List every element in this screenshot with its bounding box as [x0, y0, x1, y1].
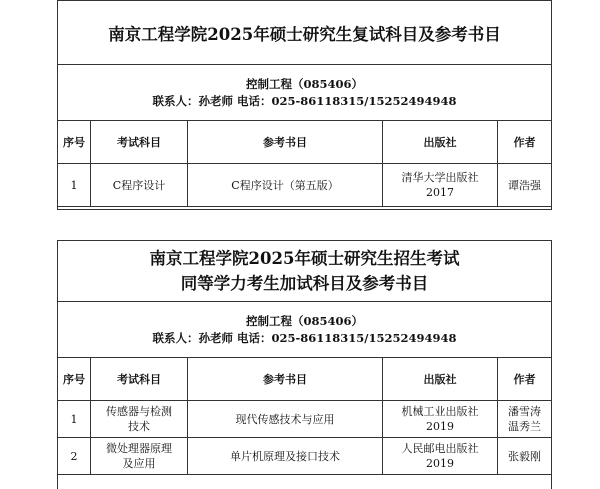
col-header-publisher: 出版社: [383, 121, 498, 164]
col-header-subject: 考试科目: [91, 121, 188, 164]
row-no: 2: [58, 438, 91, 475]
doc2-header-row: [58, 358, 551, 401]
col-header-book: 参考书目: [188, 121, 383, 164]
row-no: 1: [58, 401, 91, 438]
row-subject: C程序设计: [91, 164, 188, 207]
retest-subjects-table: [57, 0, 552, 210]
doc1-program: 控制工程（085406）: [245, 76, 363, 91]
row-book: C程序设计（第五版）: [188, 164, 383, 207]
row-author: 潘雪涛 温秀兰: [498, 401, 552, 438]
col-header-no: 序号: [58, 358, 91, 401]
row-subject: 微处理器原理 及应用: [91, 438, 188, 475]
row-author: 谭浩强: [498, 164, 552, 207]
col-header-publisher: 出版社: [383, 358, 498, 401]
doc2-title: 南京工程学院2025年硕士研究生招生考试 同等学力考生加试科目及参考书目: [58, 241, 551, 302]
equivalent-exam-table: [57, 240, 552, 489]
row-publisher: 人民邮电出版社 2019: [383, 438, 498, 475]
col-header-subject: 考试科目: [91, 358, 188, 401]
doc1-table: [58, 121, 551, 207]
table-row: [58, 438, 551, 475]
row-no: 1: [58, 164, 91, 207]
doc2-contact: 联系人：孙老师 电话：025-86118315/15252494948: [152, 330, 457, 345]
doc2-program: 控制工程（085406）: [245, 313, 363, 328]
col-header-no: 序号: [58, 121, 91, 164]
row-publisher: 机械工业出版社 2019: [383, 401, 498, 438]
doc1-contact-block: [58, 65, 551, 121]
row-book: 单片机原理及接口技术: [188, 438, 383, 475]
doc1-header-row: [58, 121, 551, 164]
doc1-contact: 联系人：孙老师 电话：025-86118315/15252494948: [152, 93, 457, 108]
col-header-author: 作者: [498, 358, 552, 401]
row-publisher: 清华大学出版社 2017: [383, 164, 498, 207]
col-header-book: 参考书目: [188, 358, 383, 401]
row-author: 张毅刚: [498, 438, 552, 475]
row-book: 现代传感技术与应用: [188, 401, 383, 438]
doc2-table: [58, 358, 551, 475]
col-header-author: 作者: [498, 121, 552, 164]
table-row: [58, 164, 551, 207]
doc2-contact-block: [58, 302, 551, 358]
row-subject: 传感器与检测 技术: [91, 401, 188, 438]
doc1-title: 南京工程学院2025年硕士研究生复试科目及参考书目: [58, 1, 551, 65]
table-row: [58, 401, 551, 438]
